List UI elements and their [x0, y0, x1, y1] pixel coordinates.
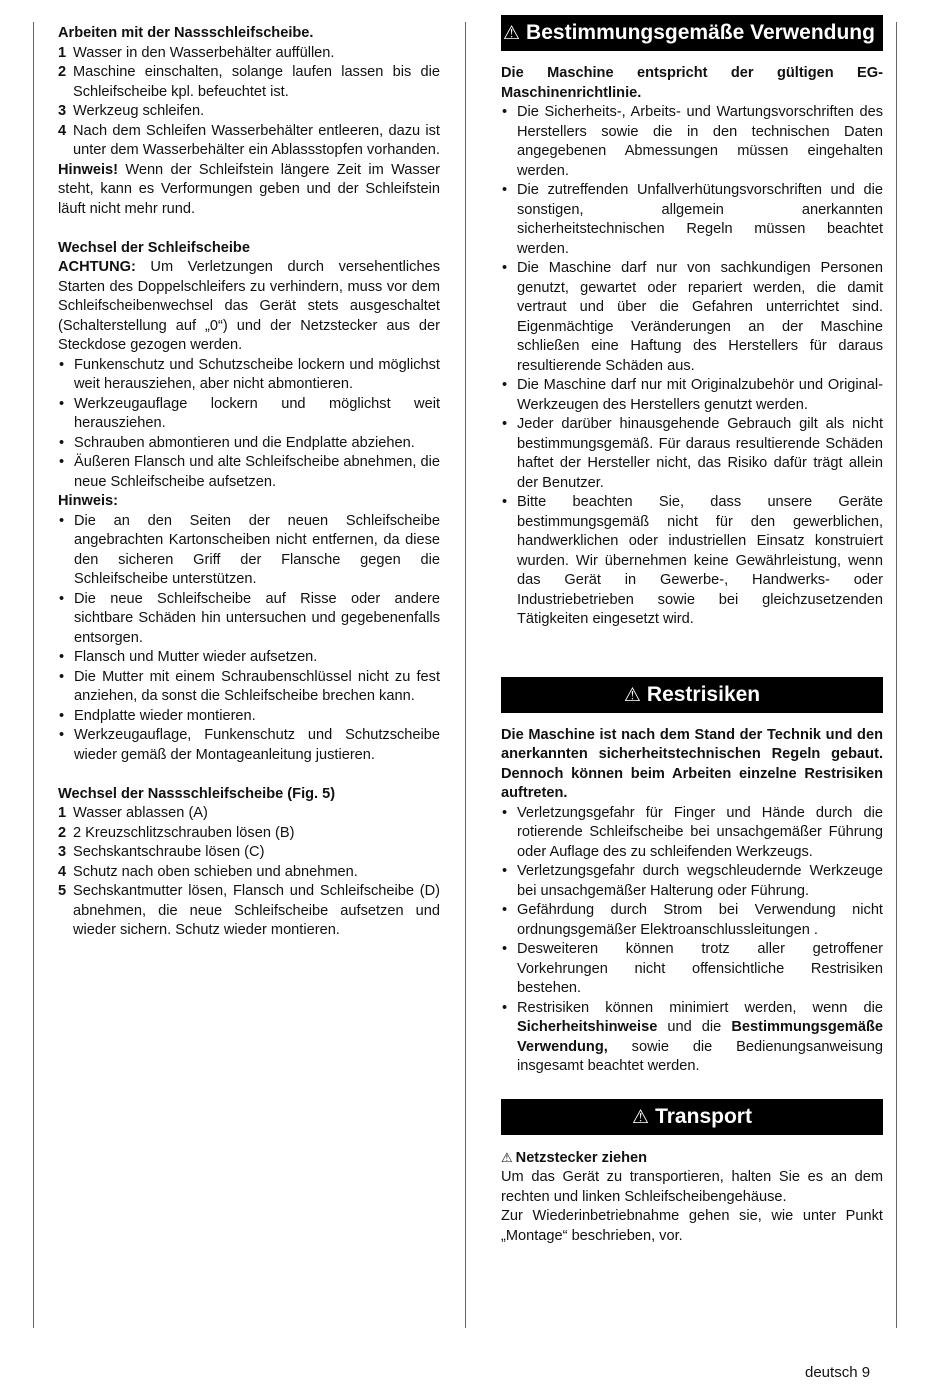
section-title-nassschleifscheibe: Arbeiten mit der Nassschleifscheibe.: [58, 25, 314, 41]
verwendung-bullet-list: [501, 103, 883, 630]
section-title-wechsel-schleifscheibe: Wechsel der Schleifscheibe: [58, 239, 250, 256]
banner-bestimmungsgemaesse-verwendung: ⚠ Bestimmungsgemäße Verwendung: [501, 15, 883, 51]
banner-restrisiken: ⚠ Restrisiken: [501, 677, 883, 713]
step-item: 4 Nach dem Schleifen Wasserbehälter entleeren, dazu ist unter dem Wasserbehälter ein Ablassstopfen vorhanden.: [58, 122, 440, 158]
hinweis-label: Hinweis:: [58, 493, 119, 509]
step-item: 5 Sechskantmutter lösen, Flansch und Schleifscheibe (D) abnehmen, die neue Schleifscheibe aufsetzen und wieder sichern. Schutz wieder montieren.: [58, 883, 440, 938]
warning-icon: ⚠: [623, 684, 641, 706]
transport-paragraph: Zur Wiederinbetriebnahme gehen sie, wie unter Punkt „Montage“ beschrieben, vor.: [501, 1208, 883, 1244]
list-item: • Die Mutter mit einem Schraubenschlüssel nicht zu fest anziehen, da sonst die Schleifscheibe brechen kann.: [59, 668, 440, 704]
page-footer: deutsch 9: [805, 1364, 871, 1381]
step-item: 2 Maschine einschalten, solange laufen lassen bis die Schleifscheibe kpl. befeuchtet ist.: [58, 64, 440, 100]
list-item: • Jeder darüber hinausgehende Gebrauch gilt als nicht bestimmungsgemäß. Für daraus resultierende Schäden haftet der Hersteller nicht, das Risiko dafür trägt allein der Benutzer.: [502, 416, 883, 491]
subheading-netzstecker: ⚠ Netzstecker ziehen: [501, 1149, 648, 1166]
list-item: • Desweiteren können trotz aller getroffener Vorkehrungen nicht offensichtliche Restrisiken bestehen.: [502, 941, 883, 996]
list-item: • Werkzeugauflage lockern und möglichst weit herausziehen.: [59, 395, 440, 431]
step-item: 1 Wasser ablassen (A): [58, 805, 208, 821]
list-item: • Funkenschutz und Schutzscheibe lockern und möglichst weit herausziehen, aber nicht abmontieren.: [59, 356, 440, 392]
warning-icon: ⚠: [632, 1106, 650, 1128]
intro-paragraph: Die Maschine ist nach dem Stand der Technik und den anerkannten sicherheitstechnischen Regeln gebaut. Dennoch können beim Arbeiten einzelne Restrisiken auftreten.: [501, 726, 883, 801]
warning-icon: ⚠: [503, 23, 521, 44]
right-column: [501, 15, 883, 1246]
left-margin-rule: [33, 22, 34, 1328]
achtung-paragraph: ACHTUNG: Um Verletzungen durch versehentliches Starten des Doppelschleifers zu verhindern, muss vor dem Schleifscheibenwechsel das Gerät stets ausgeschaltet (Schalterstellung auf „0“) und der Netzstecker aus der Steckdose gezogen werden.: [58, 259, 440, 353]
list-item: • Bitte beachten Sie, dass unsere Geräte bestimmungsgemäß nicht für den gewerblichen, handwerklichen oder industriellen Einsatz konstruiert wurden. Wir übernehmen keine Gewährleistung, wenn das Gerät in Gewerbe-, Handwerks- oder Industriebetrieben sowie bei gleichzusetzenden Tätigkeiten eingesetzt wird.: [502, 494, 883, 627]
list-item: • Schrauben abmontieren und die Endplatte abziehen.: [59, 434, 415, 451]
step-item: 3 Werkzeug schleifen.: [58, 103, 205, 119]
step-item: 3 Sechskantschraube lösen (C): [58, 844, 265, 860]
steps-list-wechsel: [58, 804, 440, 941]
list-item: • Endplatte wieder montieren.: [59, 707, 256, 724]
list-item: • Die zutreffenden Unfallverhütungsvorschriften und die sonstigen, allgemein anerkannten sicherheitstechnischen Regeln müssen beachtet werden.: [502, 182, 883, 257]
left-column: [58, 24, 440, 941]
center-column-rule: [465, 22, 466, 1328]
transport-paragraph: Um das Gerät zu transportieren, halten Sie es an dem rechten und linken Schleifscheibengehäuse.: [501, 1169, 883, 1205]
intro-paragraph: Die Maschine entspricht der gültigen EG-Maschinenrichtlinie.: [501, 65, 883, 101]
step-item: 1 Wasser in den Wasserbehälter auffüllen.: [58, 44, 335, 61]
step-item: 2 2 Kreuzschlitzschrauben lösen (B): [58, 824, 295, 841]
list-item: • Äußeren Flansch und alte Schleifscheibe abnehmen, die neue Schleifscheibe aufsetzen.: [59, 454, 440, 490]
list-item: • Die an den Seiten der neuen Schleifscheibe angebrachten Kartonscheiben nicht entfernen, da diese den sicheren Griff der Flansche gegen die Schleifscheibe unterstützen.: [59, 512, 440, 587]
list-item: • Werkzeugauflage, Funkenschutz und Schutzscheibe wieder gemäß der Montageanleitung justieren.: [59, 727, 440, 763]
warning-icon: ⚠: [501, 1149, 513, 1165]
list-item: • Die neue Schleifscheibe auf Risse oder andere sichtbare Schäden hin untersuchen und gegebenenfalls entsorgen.: [59, 590, 440, 646]
list-item: • Verletzungsgefahr für Finger und Hände durch die rotierende Schleifscheibe bei unsachgemäßer Führung oder Auflage des zu schleifenden Werkzeugs.: [502, 804, 883, 860]
restrisiken-bullet-list: [501, 804, 883, 1077]
step-item: 4 Schutz nach oben schieben und abnehmen.: [58, 863, 358, 880]
right-margin-rule: [896, 22, 897, 1328]
list-item: • Restrisiken können minimiert werden, wenn die Sicherheitshinweise und die Bestimmungsgemäße Verwendung, sowie die Bedienungsanweisung insgesamt beachtet werden.: [502, 999, 883, 1074]
list-item: • Flansch und Mutter wieder aufsetzen.: [59, 649, 318, 665]
list-item: • Verletzungsgefahr durch wegschleudernde Werkzeuge bei unsachgemäßer Halterung oder Führung.: [502, 863, 883, 899]
list-item: • Die Maschine darf nur mit Originalzubehör und Original- Werkzeugen des Herstellers genutzt werden.: [502, 377, 883, 413]
hinweis-bullet-list: [58, 512, 440, 766]
wechsel-bullet-list: [58, 356, 440, 493]
list-item: • Die Sicherheits-, Arbeits- und Wartungsvorschriften des Herstellers sowie die in den technischen Daten angegebenen Abmessungen müssen eingehalten werden.: [502, 104, 883, 179]
note-paragraph: Hinweis! Wenn der Schleifstein längere Zeit im Wasser steht, kann es Verformungen geben und der Schleifstein läuft nicht mehr rund.: [58, 161, 440, 217]
list-item: • Die Maschine darf nur von sachkundigen Personen genutzt, gewartet oder repariert werden, die damit vertraut und über die Gefahren unterrichtet sind. Eigenmächtige Veränderungen an der Maschine schließen eine Haftung des Herstellers für daraus resultierende Schäden aus.: [502, 260, 883, 374]
list-item: • Gefährdung durch Strom bei Verwendung nicht ordnungsgemäßer Elektroanschlussleitungen .: [502, 902, 883, 938]
steps-list-nass: [58, 44, 440, 161]
banner-transport: ⚠ Transport: [501, 1099, 883, 1135]
section-title-wechsel-nass: Wechsel der Nassschleifscheibe (Fig. 5): [58, 785, 336, 802]
